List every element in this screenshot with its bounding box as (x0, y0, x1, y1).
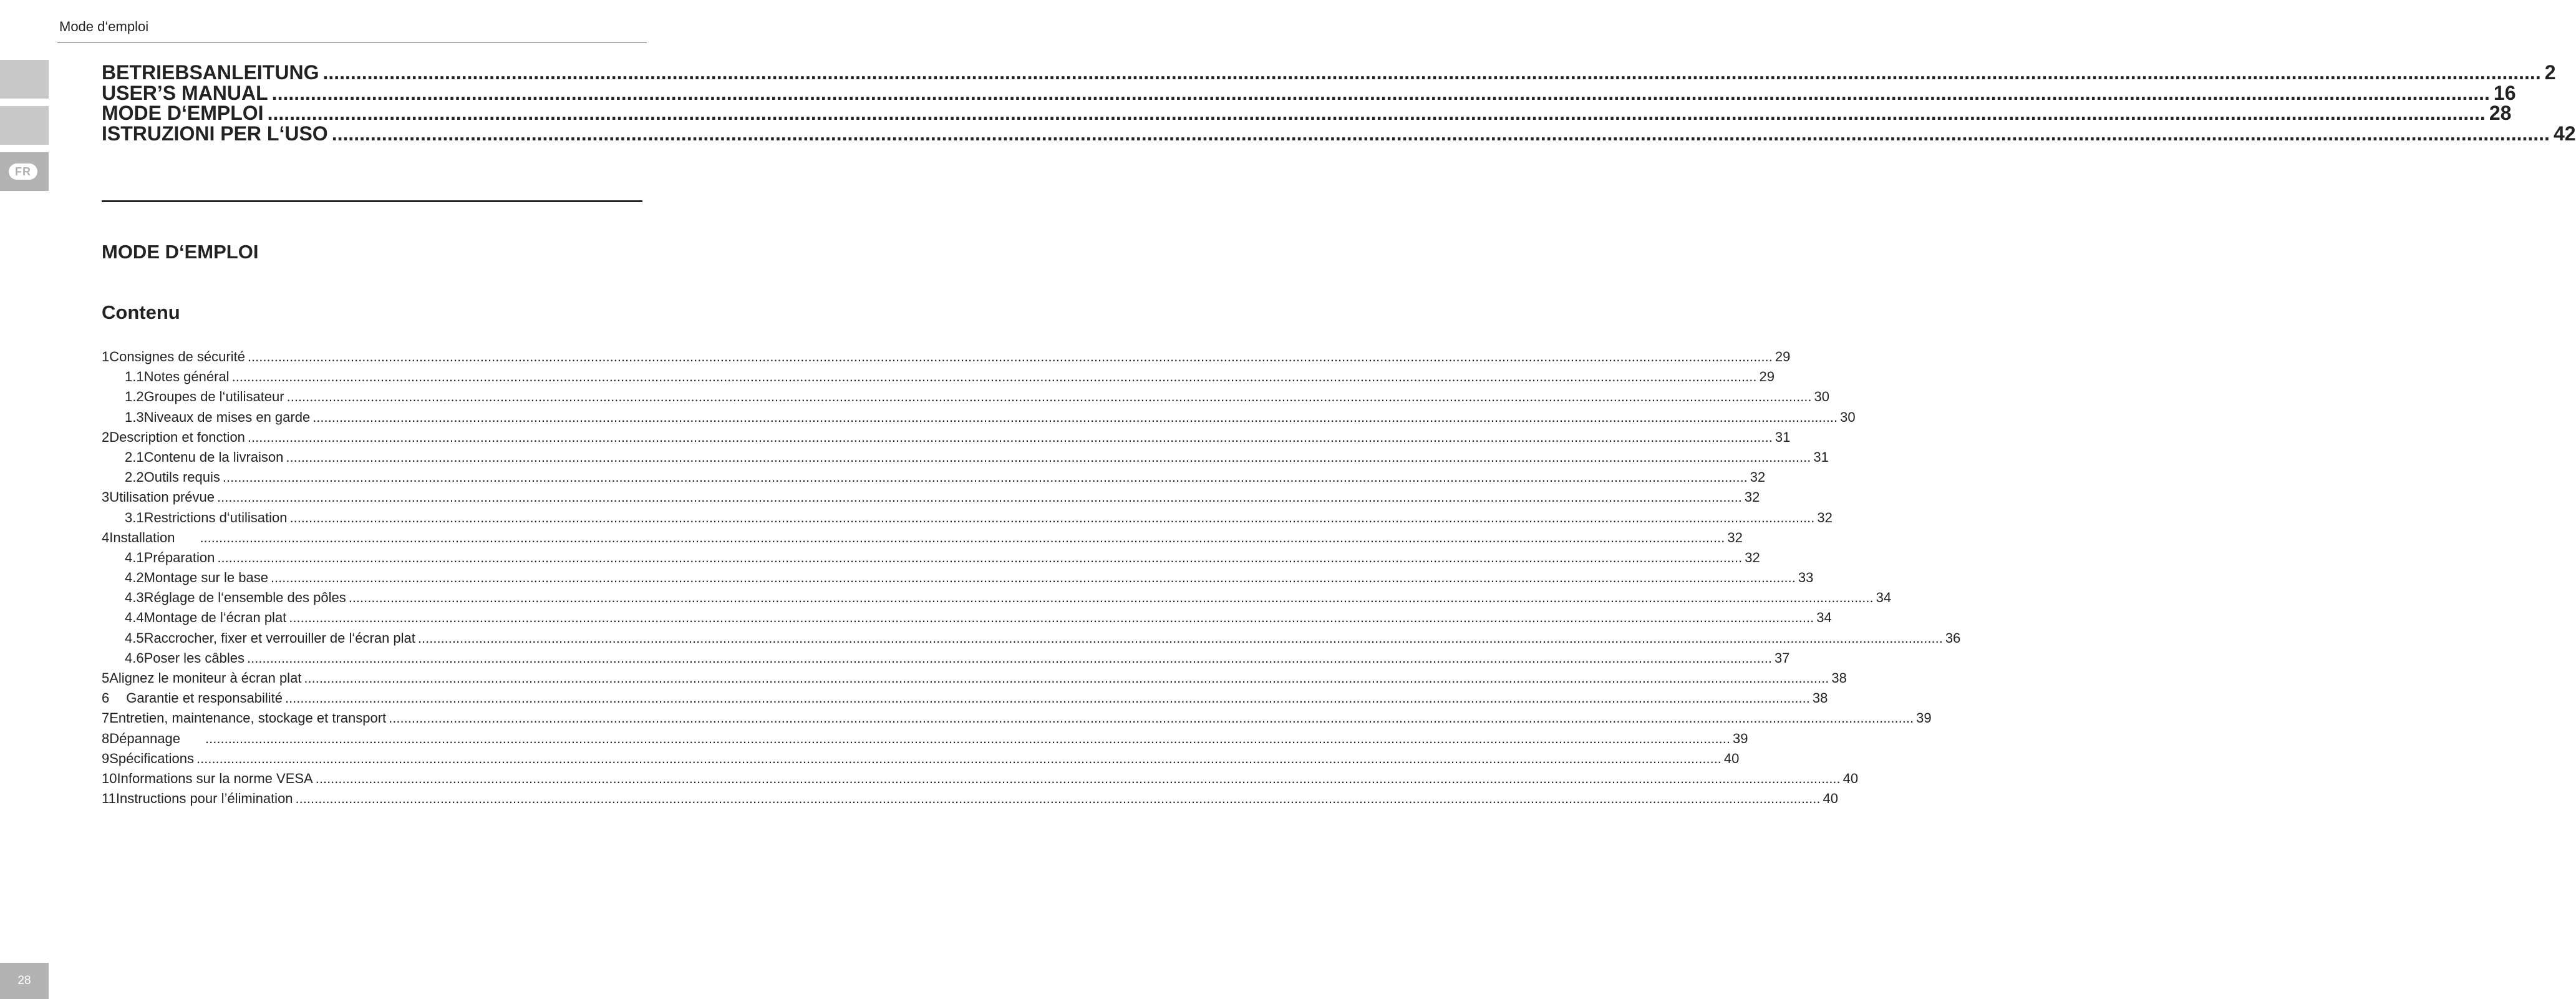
dot-leader: ................................................................................................................................................................................................................................................................................................................................................................................................................ (286, 389, 1812, 405)
language-toc-page: 16 (2493, 81, 2516, 104)
dot-leader: ................................................................................................................................................................................................................................................................................................................................................................................................................ (271, 81, 2490, 104)
dot-leader: ................................................................................................................................................................................................................................................................................................................................................................................................................ (322, 61, 2541, 84)
toc-label: Consignes de sécurité (109, 349, 245, 364)
toc-label: Restrictions d‘utilisation (143, 509, 288, 525)
toc-page: 40 (1823, 791, 1838, 807)
dot-leader: ................................................................................................................................................................................................................................................................................................................................................................................................................ (331, 122, 2550, 145)
toc-row[interactable] (102, 568, 1814, 588)
dot-leader: ................................................................................................................................................................................................................................................................................................................................................................................................................ (286, 449, 1811, 465)
toc-number: 3 (102, 489, 110, 505)
toc-number: 1.2 (125, 389, 144, 405)
dot-leader: ................................................................................................................................................................................................................................................................................................................................................................................................................ (247, 650, 1772, 666)
toc-row[interactable] (102, 749, 1740, 769)
language-toc-page: 2 (2544, 61, 2556, 84)
table-of-contents (102, 347, 1961, 809)
dot-leader: ................................................................................................................................................................................................................................................................................................................................................................................................................ (304, 670, 1829, 686)
dot-leader: ................................................................................................................................................................................................................................................................................................................................................................................................................ (247, 429, 1773, 445)
dot-leader: ................................................................................................................................................................................................................................................................................................................................................................................................................ (222, 469, 1748, 485)
toc-row[interactable] (102, 628, 1961, 648)
toc-page: 32 (1745, 549, 1760, 565)
toc-number: 10 (102, 770, 117, 786)
page-number: 28 (0, 963, 49, 999)
toc-label: Outils requis (143, 469, 220, 485)
toc-page: 39 (1916, 710, 1932, 726)
toc-label: Contenu de la livraison (143, 449, 284, 465)
language-tab-fr[interactable] (0, 152, 49, 191)
dot-leader: ................................................................................................................................................................................................................................................................................................................................................................................................................ (217, 489, 1742, 505)
toc-row[interactable] (102, 427, 1791, 447)
dot-leader: ................................................................................................................................................................................................................................................................................................................................................................................................................ (295, 791, 1821, 807)
toc-label: Garantie et responsabilité (126, 690, 283, 706)
dot-leader: ................................................................................................................................................................................................................................................................................................................................................................................................................ (417, 630, 1943, 646)
toc-number: 9 (102, 750, 110, 766)
toc-page: 40 (1842, 770, 1859, 786)
toc-label: Notes général (143, 369, 230, 385)
toc-label: Spécifications (109, 750, 194, 766)
language-toc-title: USER’S MANUAL (102, 81, 268, 104)
toc-page: 34 (1816, 610, 1832, 626)
language-toc-page: 28 (2489, 102, 2512, 124)
dot-leader: ................................................................................................................................................................................................................................................................................................................................................................................................................ (270, 570, 1796, 586)
toc-number: 7 (102, 710, 110, 726)
toc-label: Groupes de l‘utilisateur (143, 389, 284, 405)
toc-number: 4.1 (125, 549, 144, 565)
toc-row[interactable] (102, 487, 1760, 507)
language-toc-row[interactable] (102, 122, 2576, 145)
toc-label: Instructions pour l’élimination (115, 791, 293, 807)
toc-row[interactable] (102, 447, 1829, 467)
toc-page: 29 (1775, 349, 1791, 364)
section-divider (102, 200, 642, 202)
language-toc (102, 61, 2576, 145)
toc-row[interactable] (102, 588, 1892, 608)
toc-row[interactable] (102, 769, 1859, 789)
toc-number: 2 (102, 429, 110, 445)
toc-row[interactable] (102, 508, 1833, 528)
toc-page: 30 (1840, 409, 1856, 425)
dot-leader: ................................................................................................................................................................................................................................................................................................................................................................................................................ (196, 750, 1721, 766)
toc-page: 33 (1798, 570, 1814, 586)
section-title: MODE D‘EMPLOI (102, 241, 259, 263)
toc-number: 11 (102, 791, 116, 807)
toc-page: 31 (1775, 429, 1791, 445)
toc-page: 38 (1831, 670, 1847, 686)
toc-label: Installation (109, 529, 175, 545)
toc-row[interactable] (102, 387, 1830, 407)
toc-number: 8 (102, 730, 110, 746)
toc-page: 34 (1876, 590, 1892, 606)
toc-page: 40 (1723, 750, 1740, 766)
toc-number: 1 (102, 349, 110, 364)
dot-leader: ................................................................................................................................................................................................................................................................................................................................................................................................................ (247, 349, 1773, 364)
toc-label: Entretien, maintenance, stockage et transport (109, 710, 387, 726)
toc-number: 6 (102, 690, 110, 706)
dot-leader: ................................................................................................................................................................................................................................................................................................................................................................................................................ (205, 730, 1730, 746)
toc-label: Réglage de l‘ensemble des pôles (143, 590, 346, 606)
toc-page: 36 (1945, 630, 1961, 646)
toc-row[interactable] (102, 367, 1775, 387)
dot-leader: ................................................................................................................................................................................................................................................................................................................................................................................................................ (284, 690, 1810, 706)
dot-leader: ................................................................................................................................................................................................................................................................................................................................................................................................................ (312, 409, 1838, 425)
toc-row[interactable] (102, 789, 1838, 809)
dot-leader: ................................................................................................................................................................................................................................................................................................................................................................................................................ (289, 610, 1814, 626)
contents-title: Contenu (102, 301, 180, 323)
language-toc-title: BETRIEBSANLEITUNG (102, 61, 319, 84)
toc-page: 32 (1750, 469, 1766, 485)
toc-label: Niveaux de mises en garde (143, 409, 311, 425)
toc-number: 2.2 (125, 469, 144, 485)
dot-leader: ................................................................................................................................................................................................................................................................................................................................................................................................................ (217, 549, 1743, 565)
toc-label: Montage sur le base (143, 570, 268, 586)
toc-label: Montage de l‘écran plat (143, 610, 287, 626)
running-header: Mode d‘emploi (59, 19, 149, 34)
toc-row[interactable] (102, 729, 1748, 749)
toc-label: Description et fonction (109, 429, 245, 445)
dot-leader: ................................................................................................................................................................................................................................................................................................................................................................................................................ (231, 369, 1757, 385)
dot-leader: ................................................................................................................................................................................................................................................................................................................................................................................................................ (289, 509, 1815, 525)
dot-leader: ................................................................................................................................................................................................................................................................................................................................................................................................................ (389, 710, 1914, 726)
language-tab-fr-label: FR (9, 163, 37, 180)
toc-row[interactable] (102, 648, 1790, 668)
toc-row[interactable] (102, 407, 1856, 427)
toc-row[interactable] (102, 467, 1766, 487)
toc-number: 5 (102, 670, 110, 686)
toc-page: 32 (1744, 489, 1760, 505)
toc-label: Poser les câbles (143, 650, 245, 666)
toc-row[interactable] (102, 608, 1832, 628)
toc-page: 38 (1812, 690, 1828, 706)
toc-number: 4.6 (125, 650, 144, 666)
toc-label: Préparation (143, 549, 215, 565)
toc-page: 29 (1759, 369, 1775, 385)
language-toc-row[interactable] (102, 81, 2516, 104)
toc-page: 31 (1813, 449, 1829, 465)
toc-label: Raccrocher, fixer et verrouiller de l‘écran plat (143, 630, 415, 646)
dot-leader: ................................................................................................................................................................................................................................................................................................................................................................................................................ (348, 590, 1874, 606)
dot-leader: ................................................................................................................................................................................................................................................................................................................................................................................................................ (200, 529, 1725, 545)
toc-number: 4.5 (125, 630, 144, 646)
toc-label: Informations sur la norme VESA (117, 770, 313, 786)
language-tab-de[interactable] (0, 60, 49, 99)
toc-number: 4 (102, 529, 110, 545)
toc-row[interactable] (102, 347, 1791, 367)
toc-number: 1.3 (125, 409, 144, 425)
toc-label: Dépannage (109, 730, 181, 746)
language-toc-page: 42 (2553, 122, 2576, 145)
toc-number: 4.2 (125, 570, 144, 586)
language-tab-en[interactable] (0, 106, 49, 145)
toc-number: 2.1 (125, 449, 144, 465)
toc-number: 1.1 (125, 369, 144, 385)
toc-page: 32 (1727, 529, 1743, 545)
language-toc-row[interactable] (102, 61, 2556, 84)
language-toc-title: MODE D‘EMPLOI (102, 102, 264, 124)
toc-row[interactable] (102, 688, 1828, 708)
toc-row[interactable] (102, 548, 1760, 568)
dot-leader: ................................................................................................................................................................................................................................................................................................................................................................................................................ (315, 770, 1841, 786)
toc-page: 30 (1814, 389, 1830, 405)
toc-number: 3.1 (125, 509, 144, 525)
toc-page: 39 (1732, 730, 1748, 746)
language-toc-row[interactable] (102, 102, 2512, 124)
toc-row[interactable] (102, 708, 1932, 728)
toc-label: Alignez le moniteur à écran plat (109, 670, 302, 686)
toc-row[interactable] (102, 528, 1743, 548)
toc-label: Utilisation prévue (109, 489, 215, 505)
toc-number: 4.3 (125, 590, 144, 606)
language-toc-title: ISTRUZIONI PER L‘USO (102, 122, 328, 145)
toc-page: 32 (1817, 509, 1833, 525)
toc-page: 37 (1774, 650, 1790, 666)
toc-number: 4.4 (125, 610, 144, 626)
toc-row[interactable] (102, 668, 1847, 688)
dot-leader: ................................................................................................................................................................................................................................................................................................................................................................................................................ (267, 102, 2486, 124)
